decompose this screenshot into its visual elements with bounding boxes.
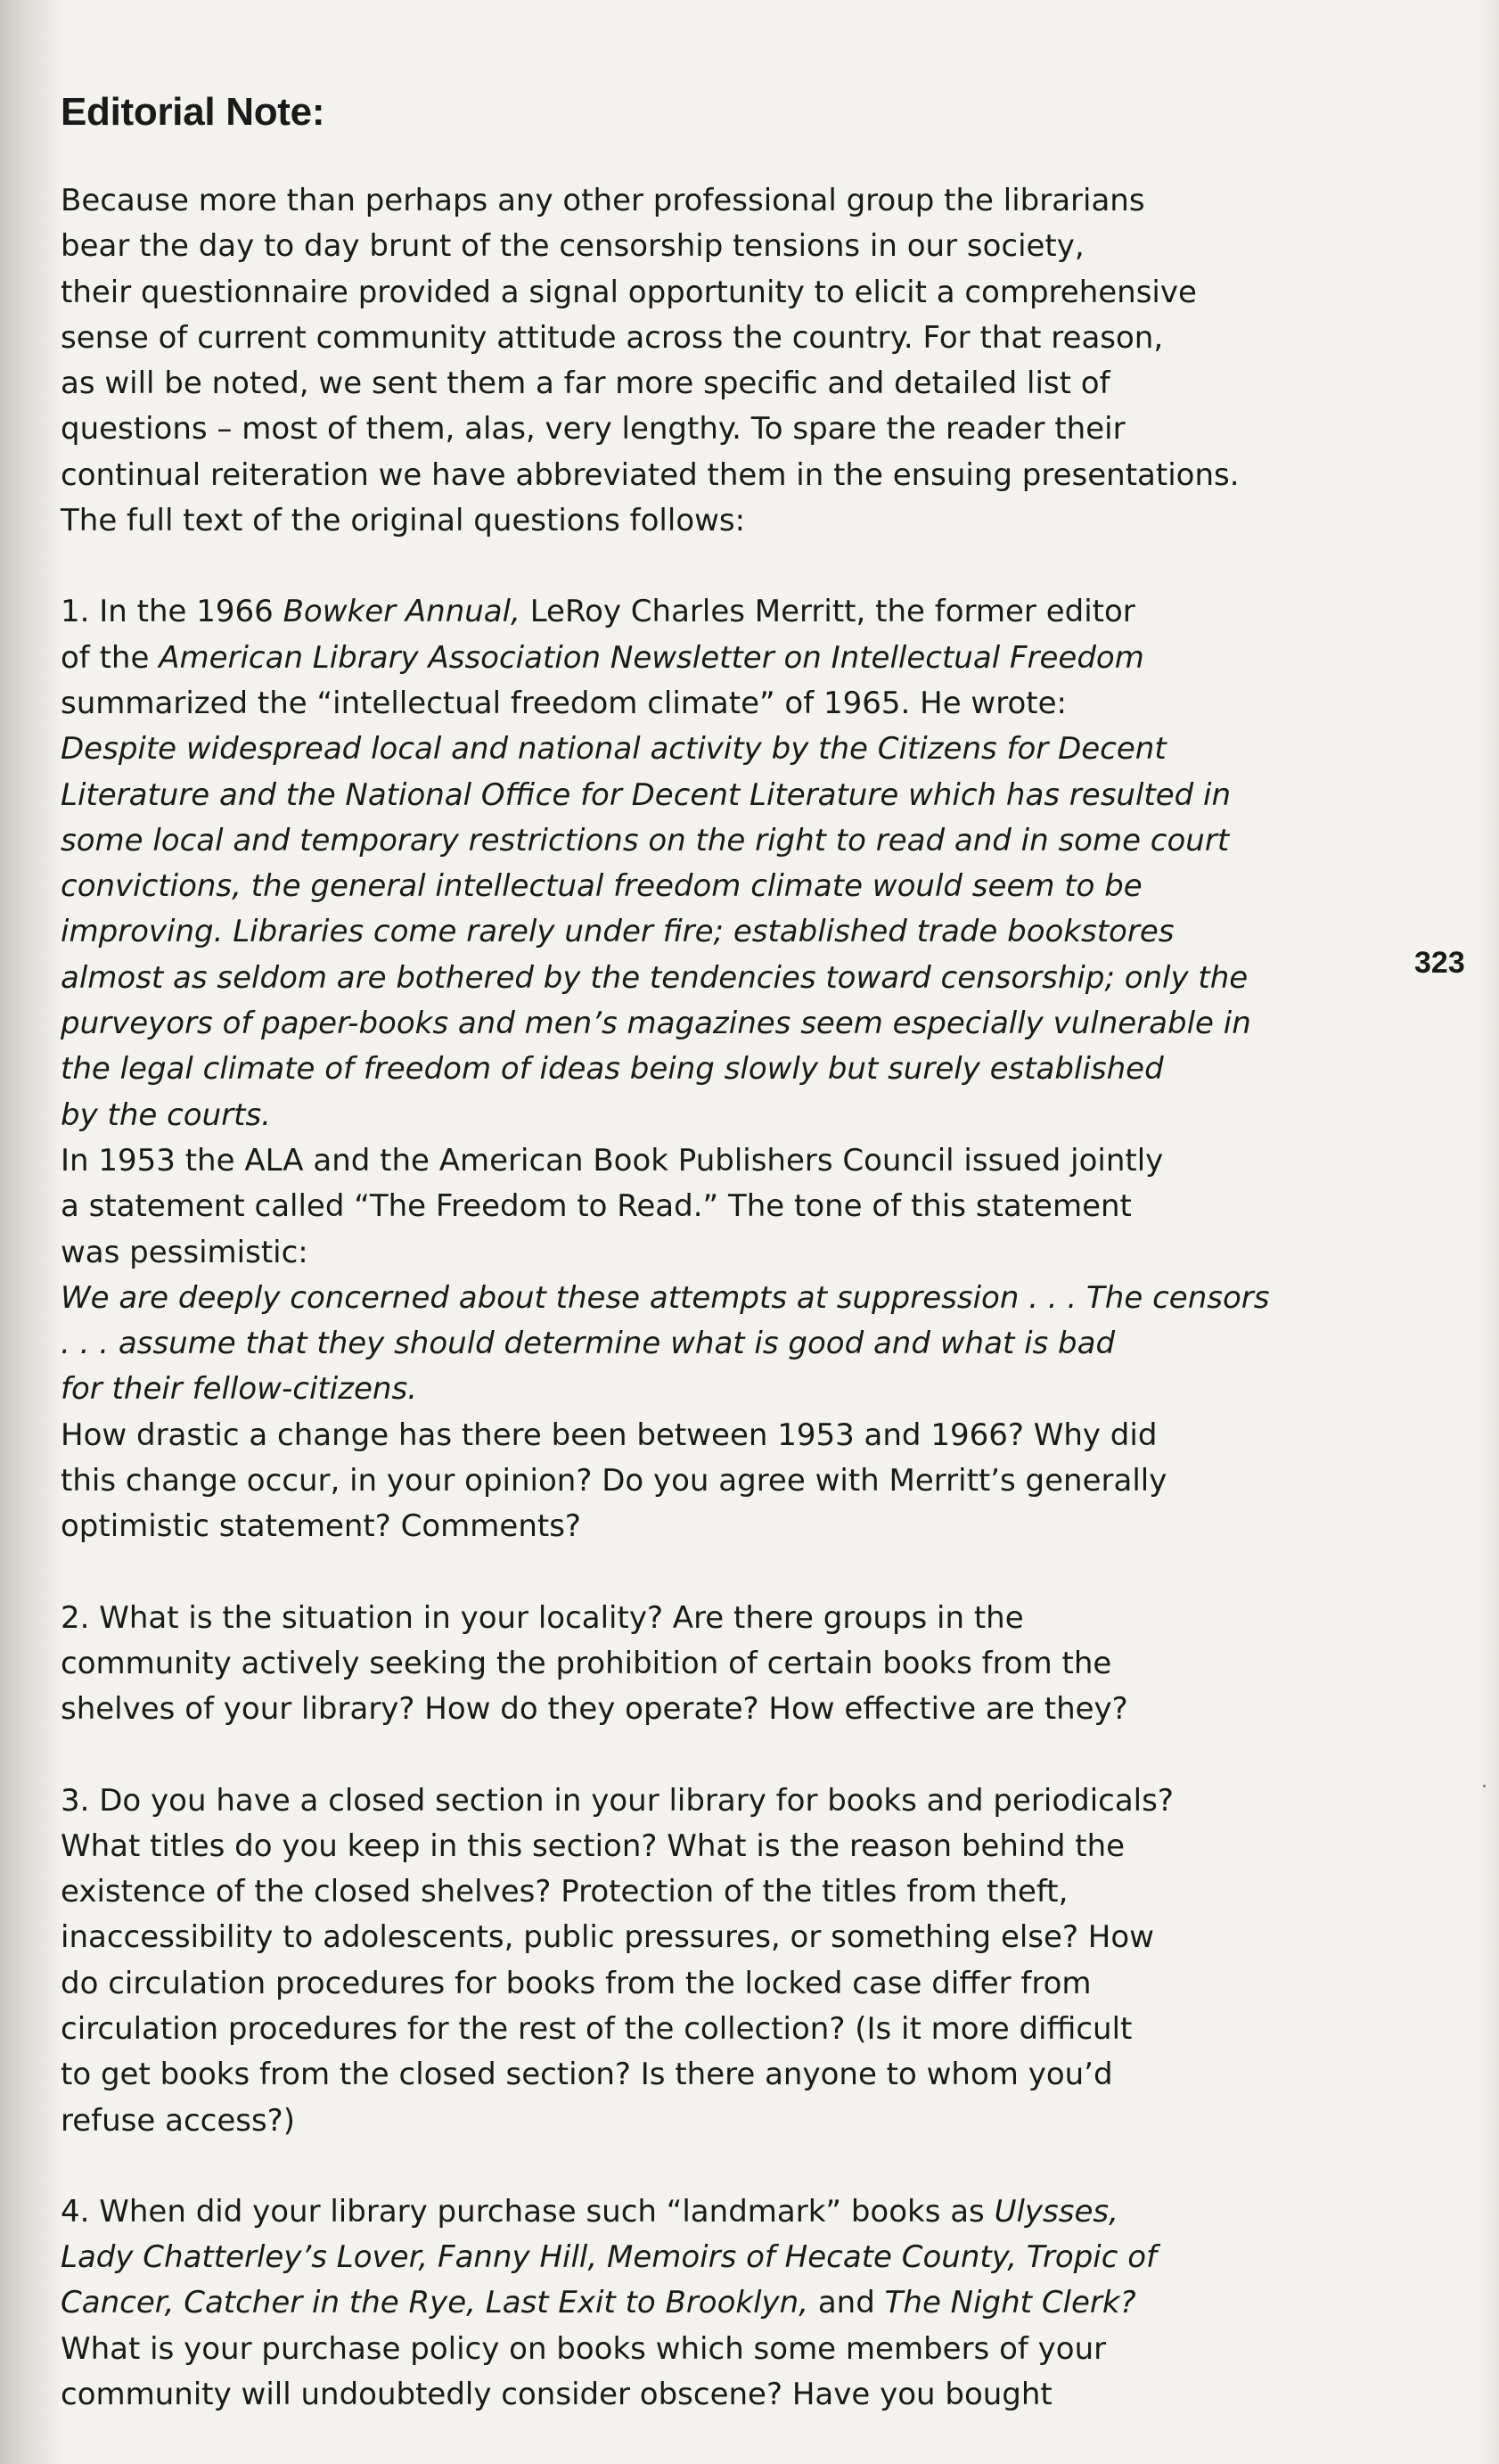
question-1-line: summarized the “intellectual freedom climate” of 1965. He wrote: [61,685,1067,721]
intro-line: bear the day to day brunt of the censorship tensions in our society, [61,228,1085,265]
merritt-quote-line: improving. Libraries come rarely under fire; established trade bookstores [61,914,1175,950]
scan-speck [1483,1785,1486,1787]
question-2-line: shelves of your library? How do they operate? How effective are they? [61,1691,1128,1728]
freedom-to-read-quote-line: We are deeply concerned about these attempts at suppression . . . The censors [61,1279,1270,1316]
freedom-to-read-quote-line: for their fellow-citizens. [61,1371,417,1408]
merritt-quote-line: purveyors of paper-books and men’s magazines seem especially vulnerable in [61,1006,1251,1042]
question-3-line: existence of the closed shelves? Protection of the titles from theft, [61,1874,1069,1910]
question-1-line: this change occur, in your opinion? Do you agree with Merritt’s generally [61,1463,1167,1499]
question-4 [61,2189,1255,2418]
document-page [61,86,1270,2463]
question-4-line: 4. When did your library purchase such “landmark” books as Ulysses, [61,2193,1118,2230]
merritt-quote-line: the legal climate of freedom of ideas being slowly but surely established [61,1051,1164,1088]
merritt-quote-line: some local and temporary restrictions on the right to read and in some court [61,822,1230,858]
book-title-night-clerk: The Night Clerk? [884,2285,1136,2321]
question-2-line: community actively seeking the prohibition of certain books from the [61,1645,1112,1681]
intro-line: as will be noted, we sent them a far more specific and detailed list of [61,365,1110,402]
merritt-quote-line: almost as seldom are bothered by the tendencies toward censorship; only the [61,959,1249,996]
question-3-line: to get books from the closed section? Is there anyone to whom you’d [61,2057,1113,2093]
publication-title: American Library Association Newsletter on Intellectual Freedom [159,639,1144,676]
book-titles-line: Cancer, Catcher in the Rye, Last Exit to Brooklyn, [61,2285,809,2321]
merritt-quote-line: Literature and the National Office for Decent Literature which has resulted in [61,776,1232,813]
question-3-line: refuse access?) [61,2102,295,2139]
question-3-line: inaccessibility to adolescents, public pressures, or something else? How [61,1919,1154,1956]
question-1-line: of the American Library Association Newsletter on Intellectual Freedom [61,639,1144,676]
question-1-line: a statement called “The Freedom to Read.” The tone of this statement [61,1188,1132,1225]
book-title-bowker-annual: Bowker Annual, [283,594,520,630]
intro-paragraph [61,178,1255,544]
question-3-line: do circulation procedures for books from the locked case differ from [61,1965,1092,2001]
intro-line: The full text of the original questions follows: [61,503,746,539]
intro-line: continual reiteration we have abbreviated them in the ensuing presentations. [61,456,1240,493]
question-3-line: circulation procedures for the rest of the collection? (Is it more difficult [61,2010,1133,2047]
intro-line: sense of current community attitude across the country. For that reason, [61,319,1164,356]
question-1 [61,589,1270,1549]
question-2-line: 2. What is the situation in your locality? Are there groups in the [61,1599,1024,1636]
page-number: 323 [1414,946,1465,980]
question-3 [61,1778,1255,2144]
intro-line: their questionnaire provided a signal opportunity to elicit a comprehensive [61,274,1197,310]
question-1-line: was pessimistic: [61,1234,308,1270]
question-4-line: What is your purchase policy on books which some members of your [61,2330,1107,2367]
merritt-quote-line: by the courts. [61,1096,271,1133]
question-1-line: 1. In the 1966 Bowker Annual, LeRoy Charles Merritt, the former editor [61,594,1135,630]
book-title-ulysses: Ulysses, [994,2193,1118,2230]
merritt-quote-line: Despite widespread local and national activity by the Citizens for Decent [61,731,1167,768]
book-titles-line: Lady Chatterley’s Lover, Fanny Hill, Memoirs of Hecate County, Tropic of [61,2239,1158,2276]
question-4-line: Cancer, Catcher in the Rye, Last Exit to Brooklyn, and The Night Clerk? [61,2285,1136,2321]
page-edge-shadow [1478,0,1499,2464]
page-gutter-shadow [0,0,62,2464]
question-2 [61,1596,1255,1733]
question-3-line: What titles do you keep in this section? What is the reason behind the [61,1827,1126,1864]
freedom-to-read-quote-line: . . . assume that they should determine what is good and what is bad [61,1326,1116,1362]
page-title: Editorial Note: [61,90,325,134]
question-3-line: 3. Do you have a closed section in your library for books and periodicals? [61,1782,1174,1819]
intro-line: Because more than perhaps any other professional group the librarians [61,183,1145,218]
question-1-line: In 1953 the ALA and the American Book Publishers Council issued jointly [61,1142,1164,1179]
question-4-line: community will undoubtedly consider obscene? Have you bought [61,2377,1053,2413]
question-1-line: optimistic statement? Comments? [61,1508,581,1545]
merritt-quote-line: convictions, the general intellectual freedom climate would seem to be [61,868,1143,905]
question-1-line: How drastic a change has there been between 1953 and 1966? Why did [61,1417,1158,1453]
intro-line: questions – most of them, alas, very lengthy. To spare the reader their [61,411,1126,448]
